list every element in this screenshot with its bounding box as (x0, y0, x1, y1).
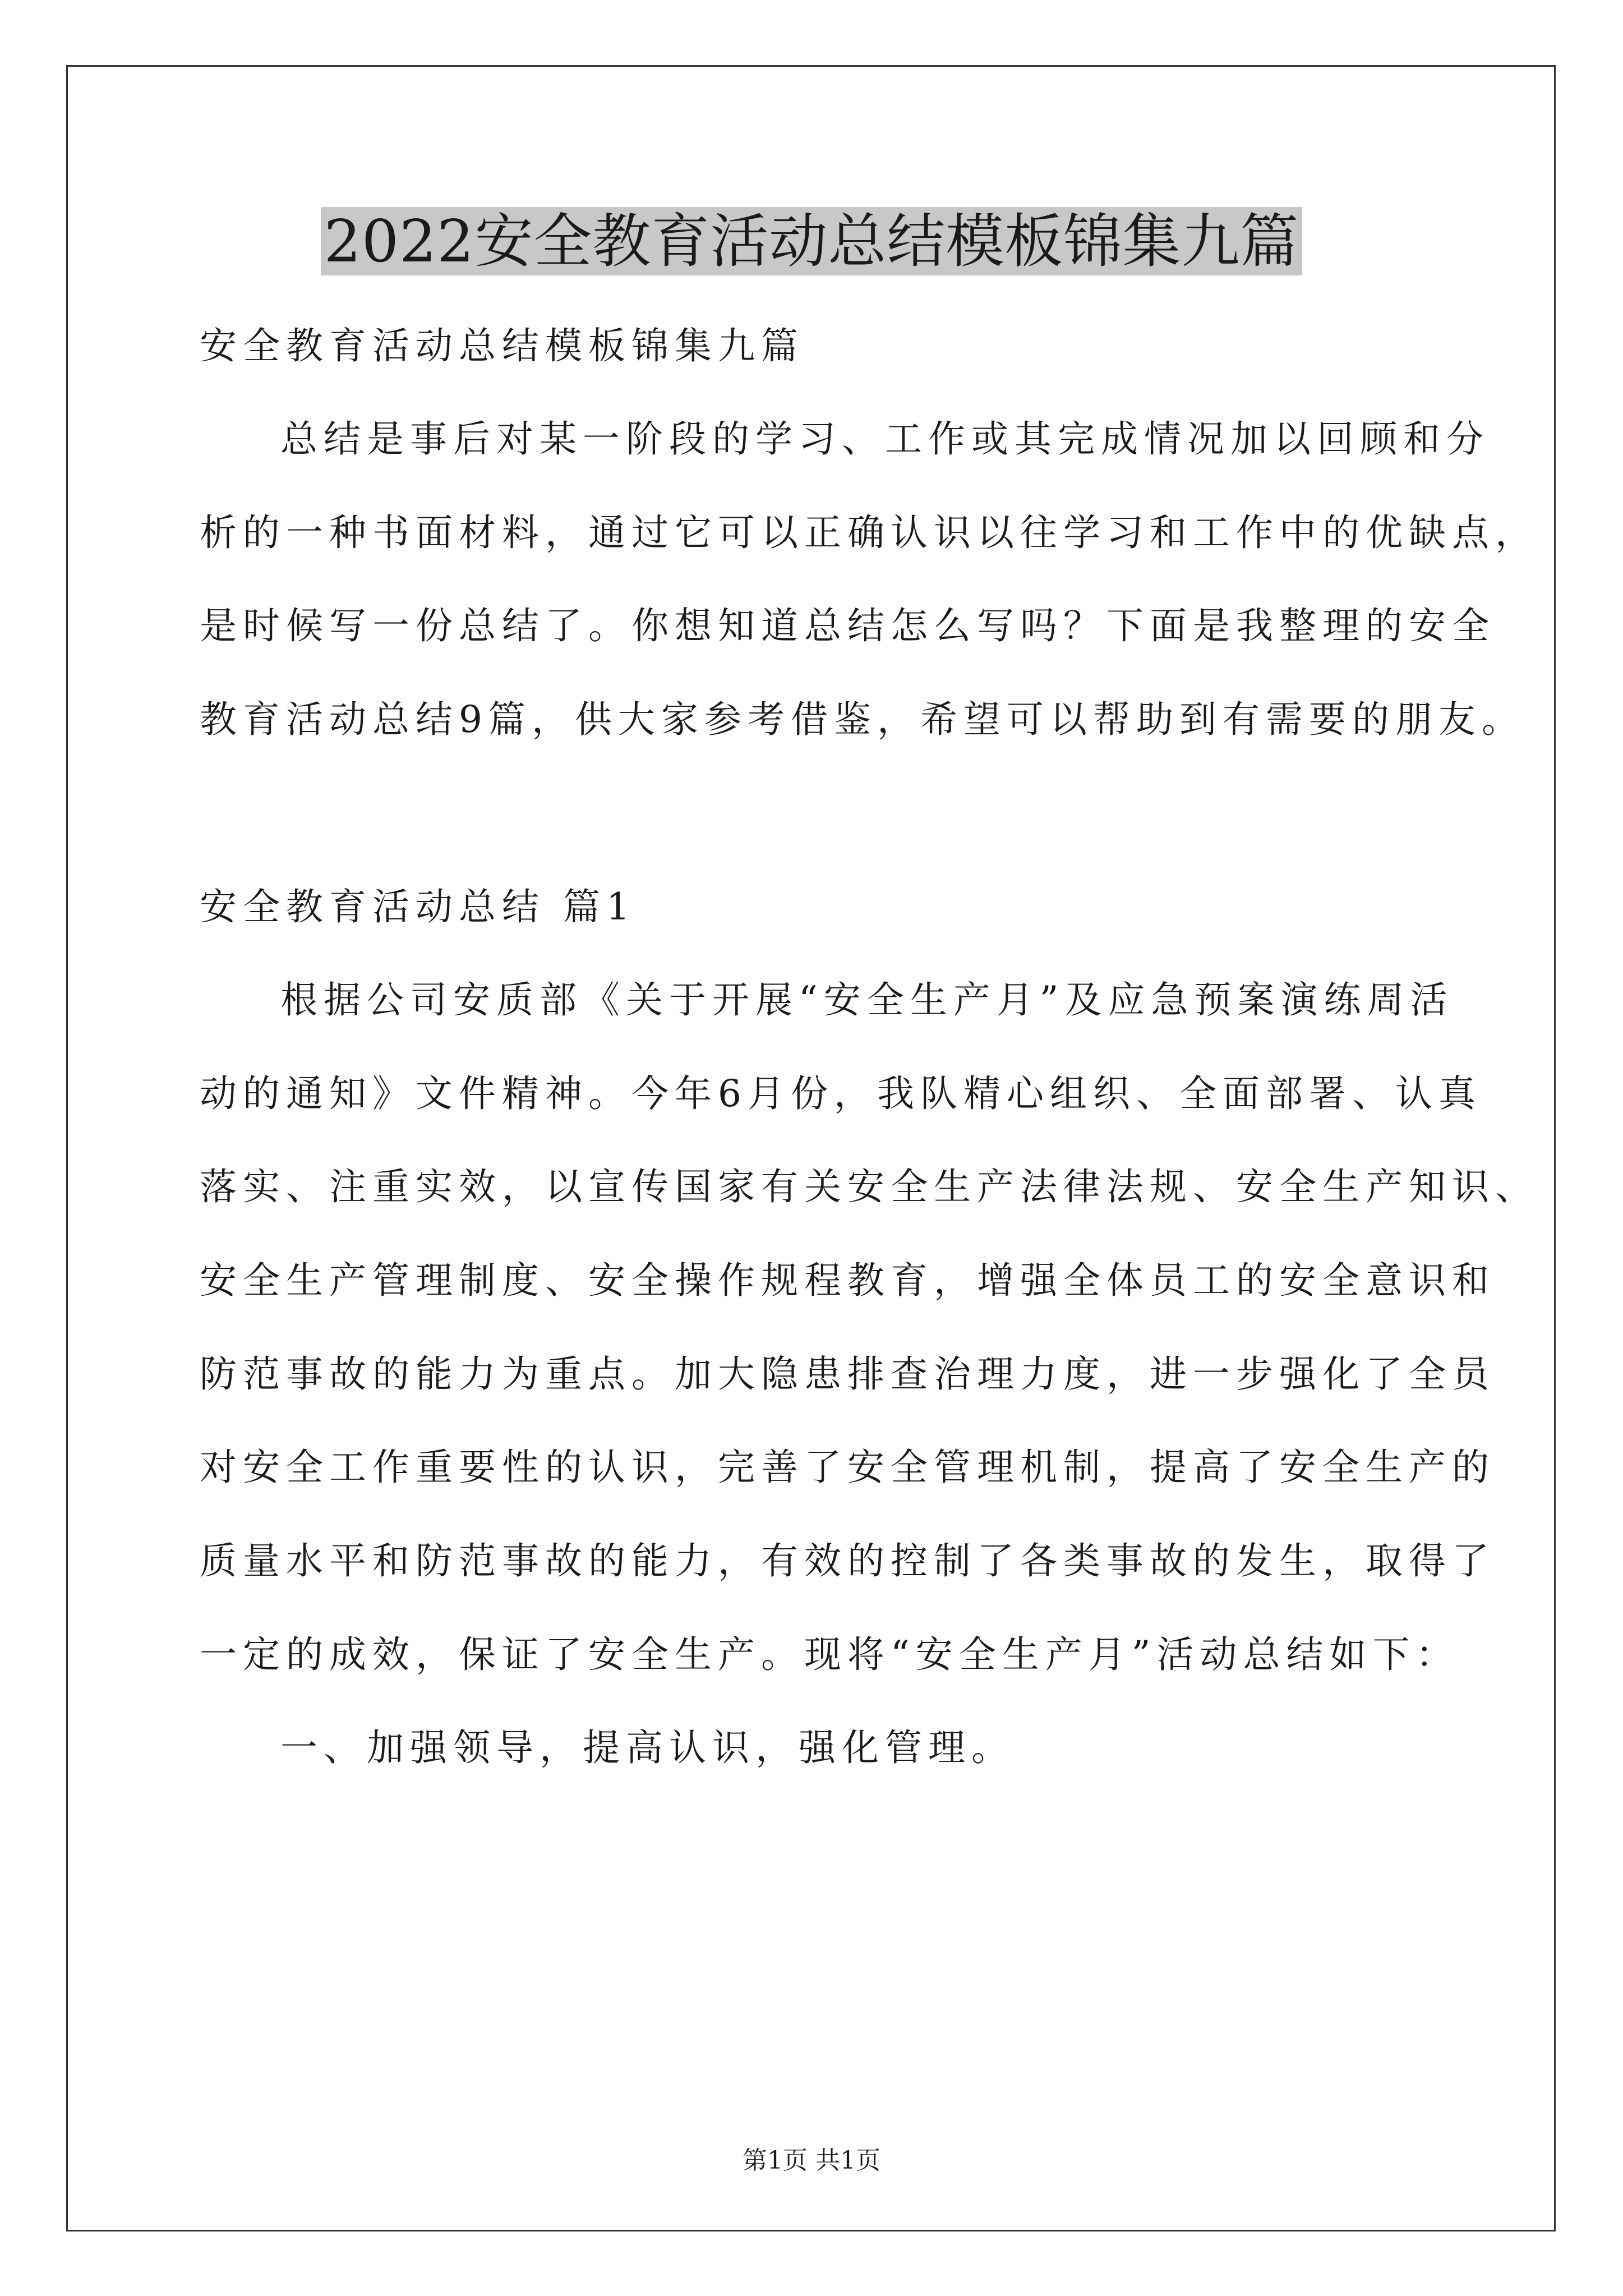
intro-line: 教育活动总结9篇，供大家参考借鉴，希望可以帮助到有需要的朋友。 (200, 698, 1525, 741)
page-footer: 第1页 共1页 (743, 2146, 880, 2175)
document-title (0, 203, 1623, 279)
body-line: 动的通知》文件精神。今年6月份，我队精心组织、全面部署、认真 (200, 1072, 1482, 1115)
document-subtitle: 安全教育活动总结模板锦集九篇 (200, 324, 804, 367)
body-line: 一定的成效，保证了安全生产。现将“安全生产月”活动总结如下： (200, 1633, 1459, 1676)
body-line: 防范事故的能力为重点。加大隐患排查治理力度，进一步强化了全员 (200, 1352, 1495, 1396)
body-line: 质量水平和防范事故的能力，有效的控制了各类事故的发生，取得了 (200, 1539, 1495, 1582)
body-line: 安全生产管理制度、安全操作规程教育，增强全体员工的安全意识和 (200, 1259, 1495, 1302)
body-line: 根据公司安质部《关于开展“安全生产月”及应急预案演练周活 (280, 978, 1454, 1022)
body-line: 落实、注重实效，以宣传国家有关安全生产法律法规、安全生产知识、 (200, 1165, 1538, 1208)
intro-line: 是时候写一份总结了。你想知道总结怎么写吗？下面是我整理的安全 (200, 604, 1495, 647)
body-line: 对安全工作重要性的认识，完善了安全管理机制，提高了安全生产的 (200, 1446, 1495, 1489)
document-title-text: 2022安全教育活动总结模板锦集九篇 (321, 207, 1303, 275)
page-frame (66, 65, 1556, 2231)
subheading: 一、加强领导，提高认识，强化管理。 (280, 1726, 1015, 1769)
section-heading: 安全教育活动总结 篇1 (200, 885, 636, 928)
intro-line: 析的一种书面材料，通过它可以正确认识以往学习和工作中的优缺点， (200, 511, 1538, 554)
intro-line: 总结是事后对某一阶段的学习、工作或其完成情况加以回顾和分 (280, 417, 1490, 461)
